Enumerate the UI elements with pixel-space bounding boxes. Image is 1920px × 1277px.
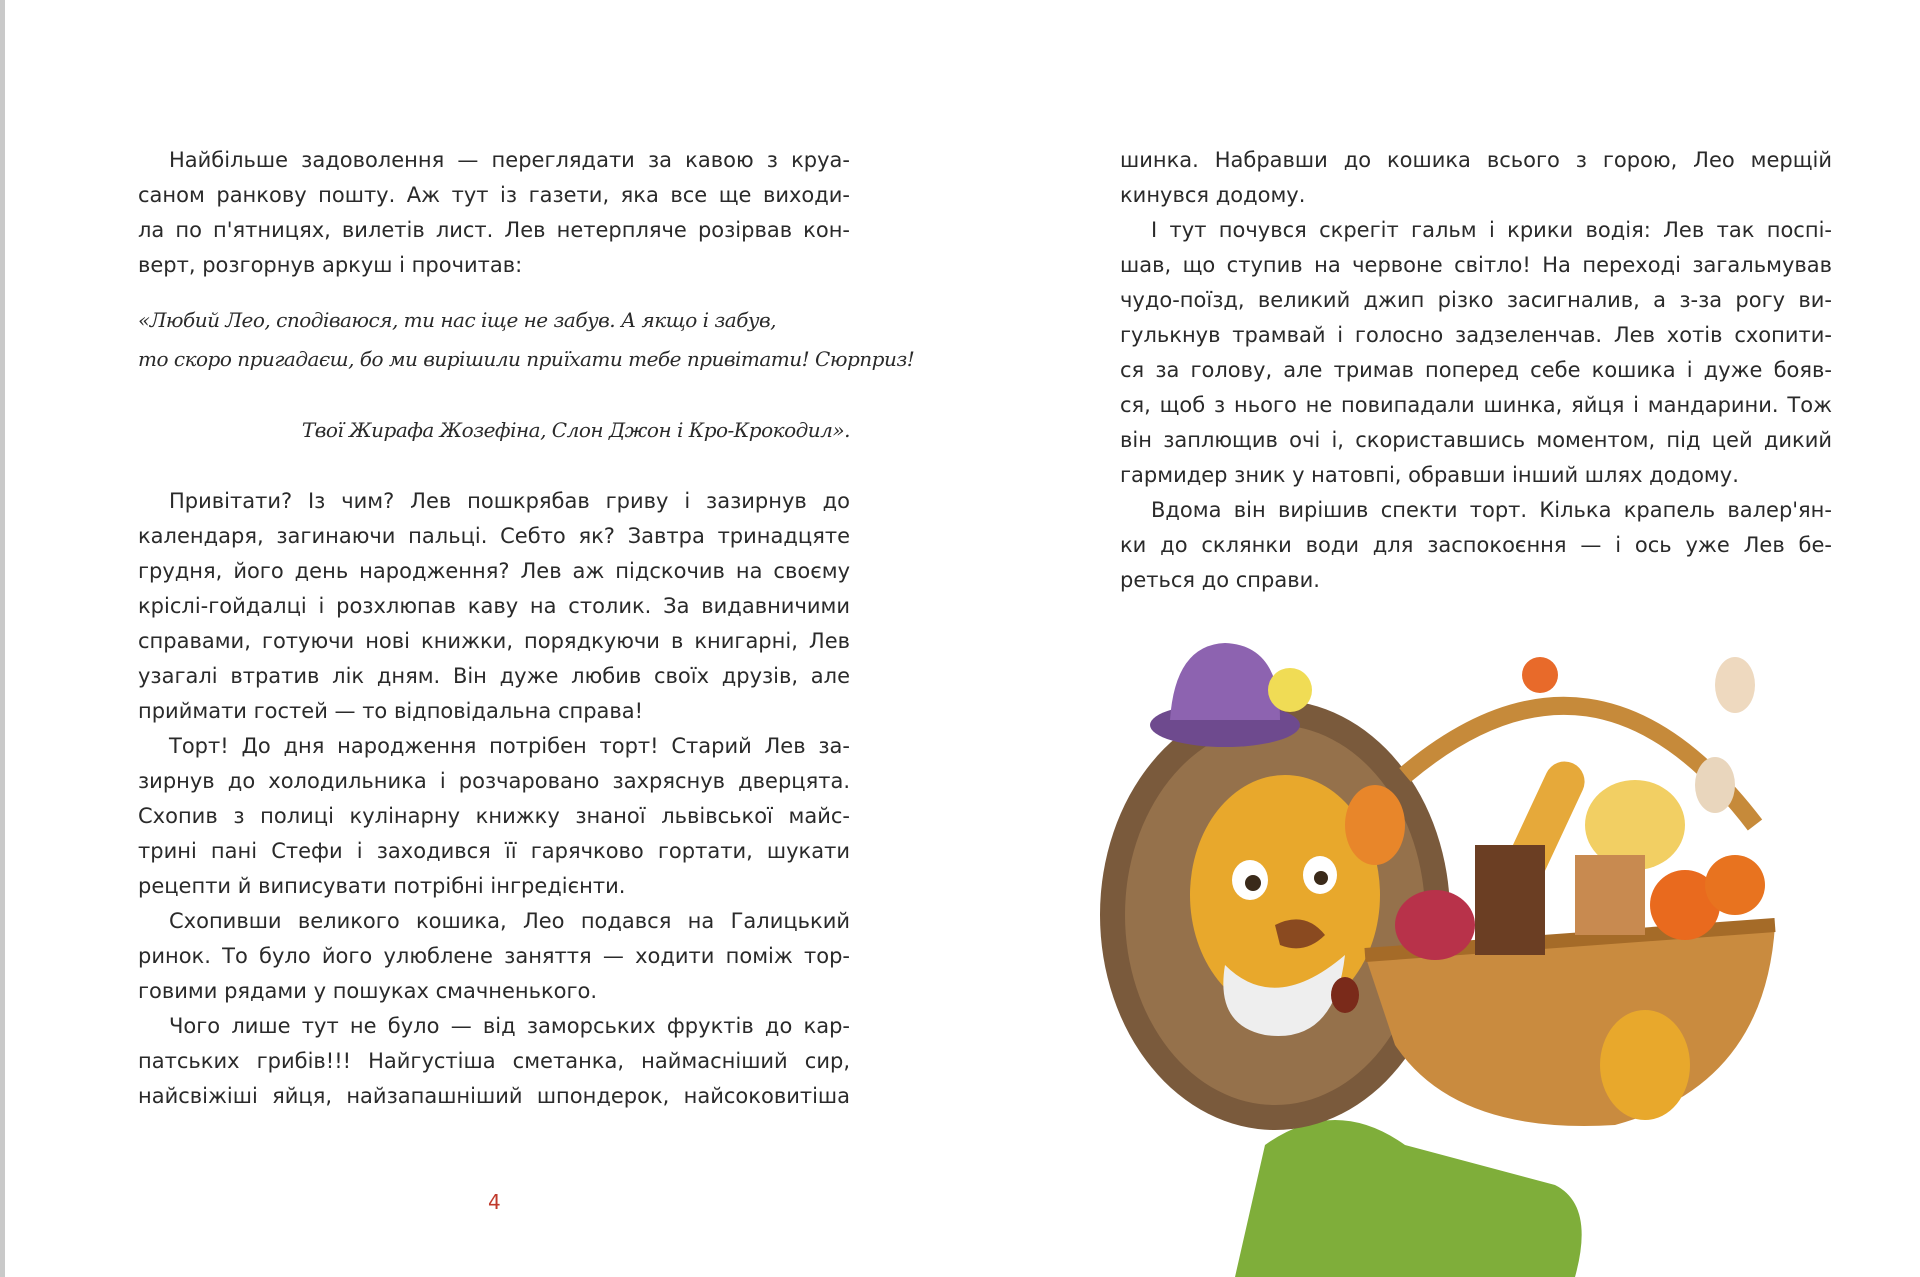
text-line: шав, що ступив на червоне світло! На переході загальмував xyxy=(1120,253,1832,277)
paragraph xyxy=(1120,213,1832,493)
text-line: грудня, його день народження? Лев аж підскочив на своєму xyxy=(138,559,850,583)
right-page-text xyxy=(1120,143,1832,598)
paragraph xyxy=(1120,143,1832,213)
letter-text xyxy=(138,301,915,379)
text-line: І тут почувся скрегіт гальм і крики водія: Лев так поспі- xyxy=(1151,218,1832,242)
text-line: зирнув до холодильника і розчаровано захряснув дверцята. xyxy=(138,769,850,793)
text-line: патських грибів!!! Найгустіша сметанка, наймасніший сир, xyxy=(138,1049,850,1073)
text-line: Схопив з полиці кулінарну книжку знаної львівської майс- xyxy=(138,804,850,828)
text-line: кинувся додому. xyxy=(1120,183,1306,207)
text-line: ринок. То було його улюблене заняття — ходити поміж тор- xyxy=(138,944,850,968)
text-line: реться до справи. xyxy=(1120,568,1320,592)
text-line: найсвіжіші яйця, найзапашніший шпондерок, найсоковитіша xyxy=(138,1084,850,1108)
paragraph xyxy=(138,143,850,283)
text-line: календаря, загинаючи пальці. Себто як? Завтра тринадцяте xyxy=(138,524,850,548)
paragraph xyxy=(138,904,850,1009)
paragraph xyxy=(1120,493,1832,598)
text-line: ся, щоб з нього не повипадали шинка, яйця і мандарини. Тож xyxy=(1120,393,1832,417)
text-line: узагалі втратив лік дням. Він дуже любив своїх друзів, але xyxy=(138,664,850,688)
text-line: шинка. Набравши до кошика всього з горою, Лео мерщій xyxy=(1120,148,1832,172)
text-line: Схопивши великого кошика, Лео подався на Галицький xyxy=(169,909,850,933)
text-line: Вдома він вирішив спекти торт. Кілька крапель валер'ян- xyxy=(1151,498,1832,522)
paragraph xyxy=(138,1009,850,1114)
text-line: Торт! До дня народження потрібен торт! Старий Лев за- xyxy=(169,734,850,758)
page-edge xyxy=(0,0,5,1277)
text-line: ся за голову, але тримав поперед себе кошика і дуже бояв- xyxy=(1120,358,1832,382)
text-line: то скоро пригадаєш, бо ми вирішили приїхати тебе привітати! Сюрприз! xyxy=(138,347,915,371)
text-line: гулькнув трамвай і голосно задзеленчав. Лев хотів схопити- xyxy=(1120,323,1832,347)
lion-with-basket-illustration xyxy=(1075,625,1845,1277)
letter-signature: Твої Жирафа Жозефіна, Слон Джон і Кро-Крокодил». xyxy=(301,418,850,442)
text-line: ки до склянки води для заспокоєння — і ось уже Лев бе- xyxy=(1120,533,1832,557)
page-number: 4 xyxy=(488,1190,501,1214)
text-line: верт, розгорнув аркуш і прочитав: xyxy=(138,253,523,277)
text-line: він заплющив очі і, скориставшись моментом, під цей дикий xyxy=(1120,428,1832,452)
text-line: Привітати? Із чим? Лев пошкрябав гриву і зазирнув до xyxy=(169,489,850,513)
text-line: приймати гостей — то відповідальна справа! xyxy=(138,699,644,723)
paragraph xyxy=(138,484,850,729)
text-line: кріслі-гойдалці і розхлюпав каву на столик. За видавничими xyxy=(138,594,850,618)
text-line: «Любий Лео, сподіваюся, ти нас іще не забув. А якщо і забув, xyxy=(138,308,776,332)
text-line: чудо-поїзд, великий джип різко засигналив, а з-за рогу ви- xyxy=(1120,288,1832,312)
text-line: гармидер зник у натовпі, обравши інший шлях додому. xyxy=(1120,463,1739,487)
text-line: рецепти й виписувати потрібні інгредієнти. xyxy=(138,874,626,898)
text-line: говими рядами у пошуках смачненького. xyxy=(138,979,598,1003)
text-line: Чого лише тут не було — від заморських фруктів до кар- xyxy=(169,1014,850,1038)
left-page-text xyxy=(138,143,915,1114)
text-line: ла по п'ятницях, вилетів лист. Лев нетерпляче розірвав кон- xyxy=(138,218,850,242)
paragraph xyxy=(138,729,850,904)
text-line: справами, готуючи нові книжки, порядкуючи в книгарні, Лев xyxy=(138,629,850,653)
text-line: Найбільше задоволення — переглядати за кавою з круа- xyxy=(169,148,850,172)
text-line: саном ранкову пошту. Аж тут із газети, яка все ще виходи- xyxy=(138,183,850,207)
text-line: трині пані Стефи і заходився її гарячково гортати, шукати xyxy=(138,839,850,863)
